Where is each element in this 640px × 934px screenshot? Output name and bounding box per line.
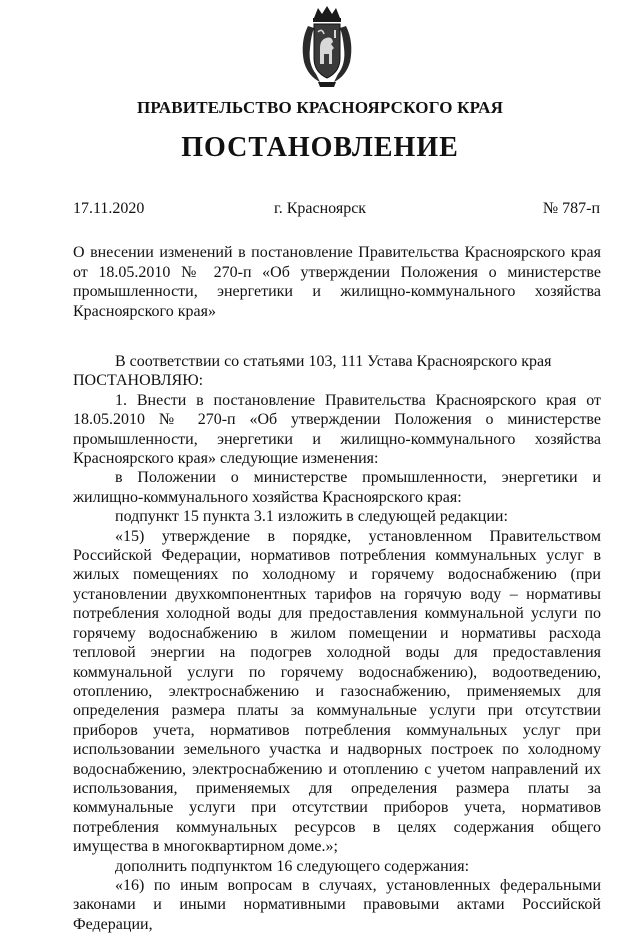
- item-1-paragraph: 1. Внести в постановление Правительства Красноярского края от 18.05.2010 № 270-п «Об утверждении Положения о министерстве промышленности, энергетики и жилищно-коммунального хозяйства Красноярского края» следующие изменения:: [73, 391, 601, 468]
- regulation-paragraph: в Положении о министерстве промышленности, энергетики и жилищно-коммунального хозяйства Красноярского края:: [73, 469, 601, 506]
- subpoint-15-text: «15) утверждение в порядке, установленном Правительством Российской Федерации, нормативов потребления коммунальных услуг в жилых помещениях по холодному и горячему водоснабжению (при установлении двухкомпонентных тарифов на горячую воду – нормативы потребления холодной воды для предоставления коммунальной услуги по горячему водоснабжению в жилом помещении и нормативы расхода тепловой энергии на подогрев холодной воды для предоставления коммунальной услуги по горячему водоснабжению), водоотведению, отоплению, электроснабжению и газоснабжению, применяемых для определения размера платы за коммунальные услуги при отсутствии приборов учета, нормативов потребления коммунальных услуг при использовании земельного участка и надворных построек по холодному водоснабжению, электроснабжению и отоплению с учетом направлений их использования, применяемых для определения размера платы за коммунальные услуги при отсутствии приборов учета, нормативов потребления коммунальных ресурсов в целях содержания общего имущества в многоквартирном доме.»;: [73, 527, 601, 856]
- resolve-heading: ПОСТАНОВЛЯЮ:: [73, 372, 204, 390]
- document-city: г. Красноярск: [273, 200, 367, 217]
- document-type-title: ПОСТАНОВЛЕНИЕ: [181, 132, 459, 163]
- coat-of-arms-emblem: [298, 4, 356, 88]
- document-number: № 787-п: [542, 200, 600, 217]
- subpoint-15-intro: подпункт 15 пункта 3.1 изложить в следующей редакции:: [115, 508, 508, 526]
- document-body: [73, 352, 601, 934]
- subpoint-16-text: «16) по иным вопросам в случаях, установленных федеральными законами и иными нормативными правовыми актами Российской Федерации,: [73, 876, 601, 933]
- preamble-paragraph: В соответствии со статьями 103, 111 Устава Красноярского края: [115, 353, 552, 370]
- document-date: 17.11.2020: [73, 200, 145, 217]
- organization-title: ПРАВИТЕЛЬСТВО КРАСНОЯРСКОГО КРАЯ: [136, 98, 504, 117]
- subpoint-16-intro: дополнить подпунктом 16 следующего содержания:: [115, 857, 470, 875]
- document-subject: О внесении изменений в постановление Правительства Красноярского края от 18.05.2010 № 270-п «Об утверждении Положения о министерстве промышленности, энергетики и жилищно-коммунального хозяйства Красноярского края»: [73, 244, 601, 320]
